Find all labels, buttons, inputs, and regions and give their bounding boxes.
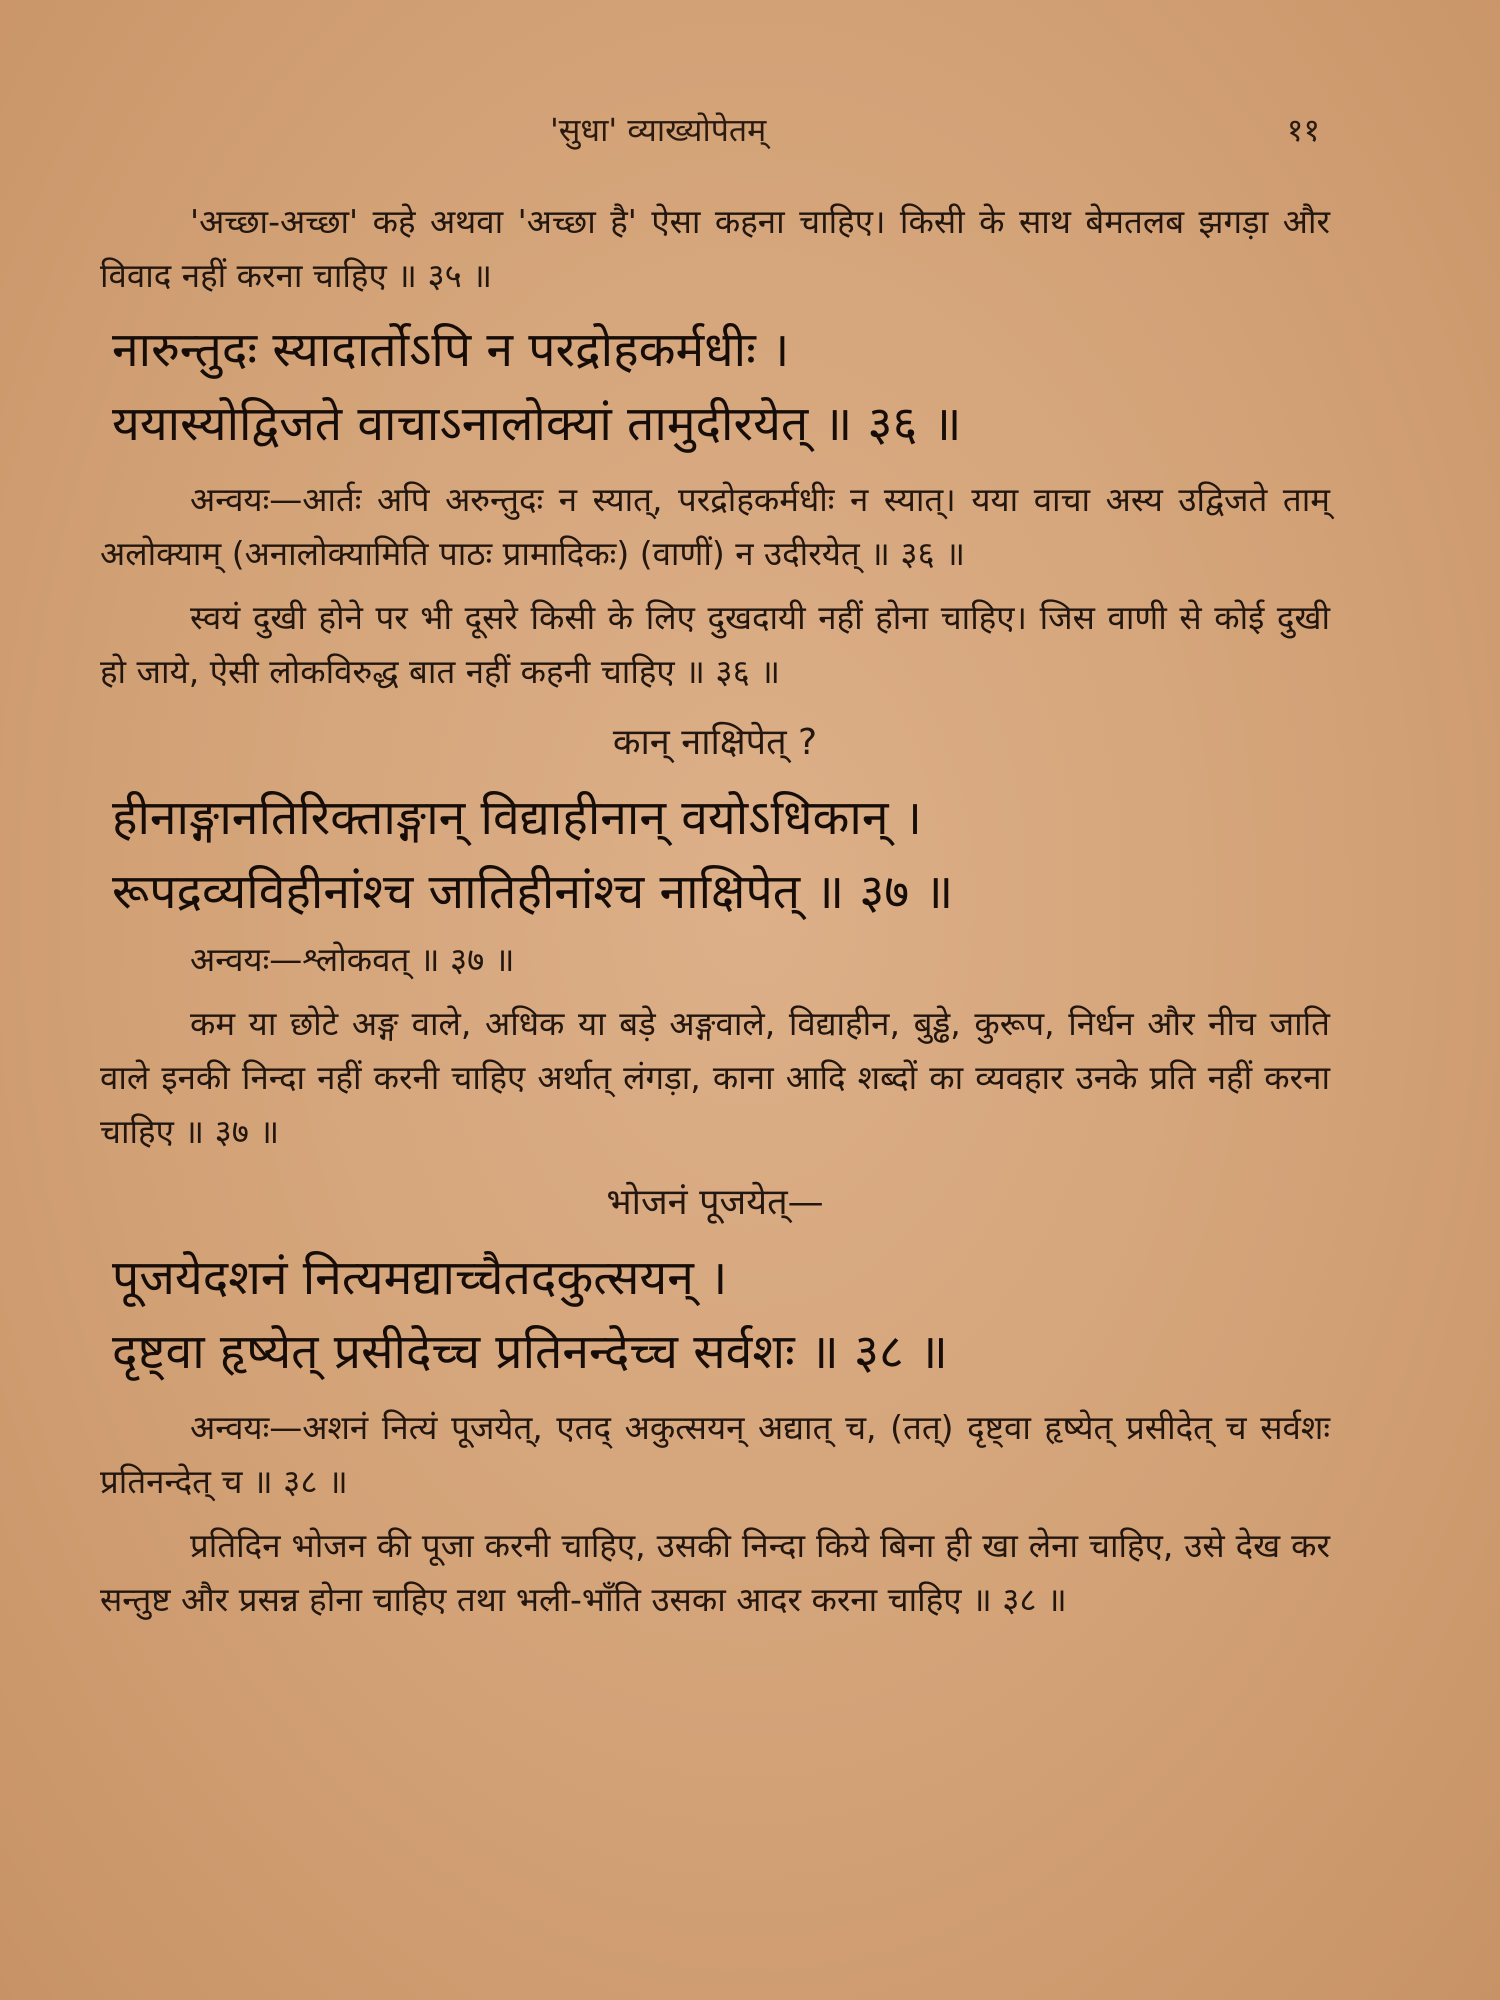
page-body (100, 195, 1330, 1637)
page-number: ११ (1286, 111, 1320, 149)
hindi-explanation-37: कम या छोटे अङ्ग वाले, अधिक या बड़े अङ्गवाले, विद्याहीन, बुड्ढे, कुरूप, निर्धन और नीच जाति वाले इनकी निन्दा नहीं करनी चाहिए अर्थात् लंगड़ा, काना आदि शब्दों का व्यवहार उनके प्रति नहीं करना चाहिए ॥ ३७ ॥ (100, 1004, 1330, 1151)
verse-line: दृष्ट्वा हृष्येत् प्रसीदेच्च प्रतिनन्देच्च सर्वशः ॥ ३८ ॥ (112, 1324, 948, 1380)
page-header (0, 108, 1500, 152)
hindi-explanation-38: प्रतिदिन भोजन की पूजा करनी चाहिए, उसकी निन्दा किये बिना ही खा लेना चाहिए, उसे देख कर सन्तुष्ट और प्रसन्न होना चाहिए तथा भली-भाँति उसका आदर करना चाहिए ॥ ३८ ॥ (100, 1526, 1330, 1619)
hindi-explanation-35: 'अच्छा-अच्छा' कहे अथवा 'अच्छा है' ऐसा कहना चाहिए। किसी के साथ बेमतलब झगड़ा और विवाद नहीं करना चाहिए ॥ ३५ ॥ (100, 202, 1330, 295)
anvaya-37: अन्वयः—श्लोकवत् ॥ ३७ ॥ (190, 940, 515, 979)
verse-line: रूपद्रव्यविहीनांश्च जातिहीनांश्च नाक्षिपेत् ॥ ३७ ॥ (112, 864, 954, 920)
running-title: 'सुधा' व्याख्योपेतम् (550, 111, 767, 149)
verse-line: पूजयेदशनं नित्यमद्याच्चैतदकुत्सयन् । (112, 1250, 728, 1306)
anvaya-38: अन्वयः—अशनं नित्यं पूजयेत्, एतद् अकुत्सयन् अद्यात् च, (तत्) दृष्ट्वा हृष्येत् प्रसीदेत् च सर्वशः प्रतिनन्देत् च ॥ ३८ ॥ (100, 1408, 1330, 1501)
verse-line: नारुन्तुदः स्यादार्तोऽपि न परद्रोहकर्मधीः । (112, 322, 790, 378)
hindi-explanation-36: स्वयं दुखी होने पर भी दूसरे किसी के लिए दुखदायी नहीं होना चाहिए। जिस वाणी से कोई दुखी हो जाये, ऐसी लोकविरुद्ध बात नहीं कहनी चाहिए ॥ ३६ ॥ (100, 598, 1330, 691)
verse-38 (112, 1241, 1330, 1389)
section-heading: कान् नाक्षिपेत् ? (612, 722, 818, 763)
verse-line: हीनाङ्गानतिरिक्ताङ्गान् विद्याहीनान् वयोऽधिकान् । (112, 790, 922, 846)
section-heading: भोजनं पूजयेत्— (606, 1182, 824, 1223)
verse-36 (112, 313, 1330, 461)
anvaya-36: अन्वयः—आर्तः अपि अरुन्तुदः न स्यात्, परद्रोहकर्मधीः न स्यात्। यया वाचा अस्य उद्विजते ताम् अलोक्याम् (अनालोक्यामिति पाठः प्रामादिकः) (वाणीं) न उदीरयेत् ॥ ३६ ॥ (100, 480, 1330, 573)
verse-line: ययास्योद्विजते वाचाऽनालोक्यां तामुदीरयेत् ॥ ३६ ॥ (112, 396, 962, 452)
verse-37 (112, 781, 1330, 929)
